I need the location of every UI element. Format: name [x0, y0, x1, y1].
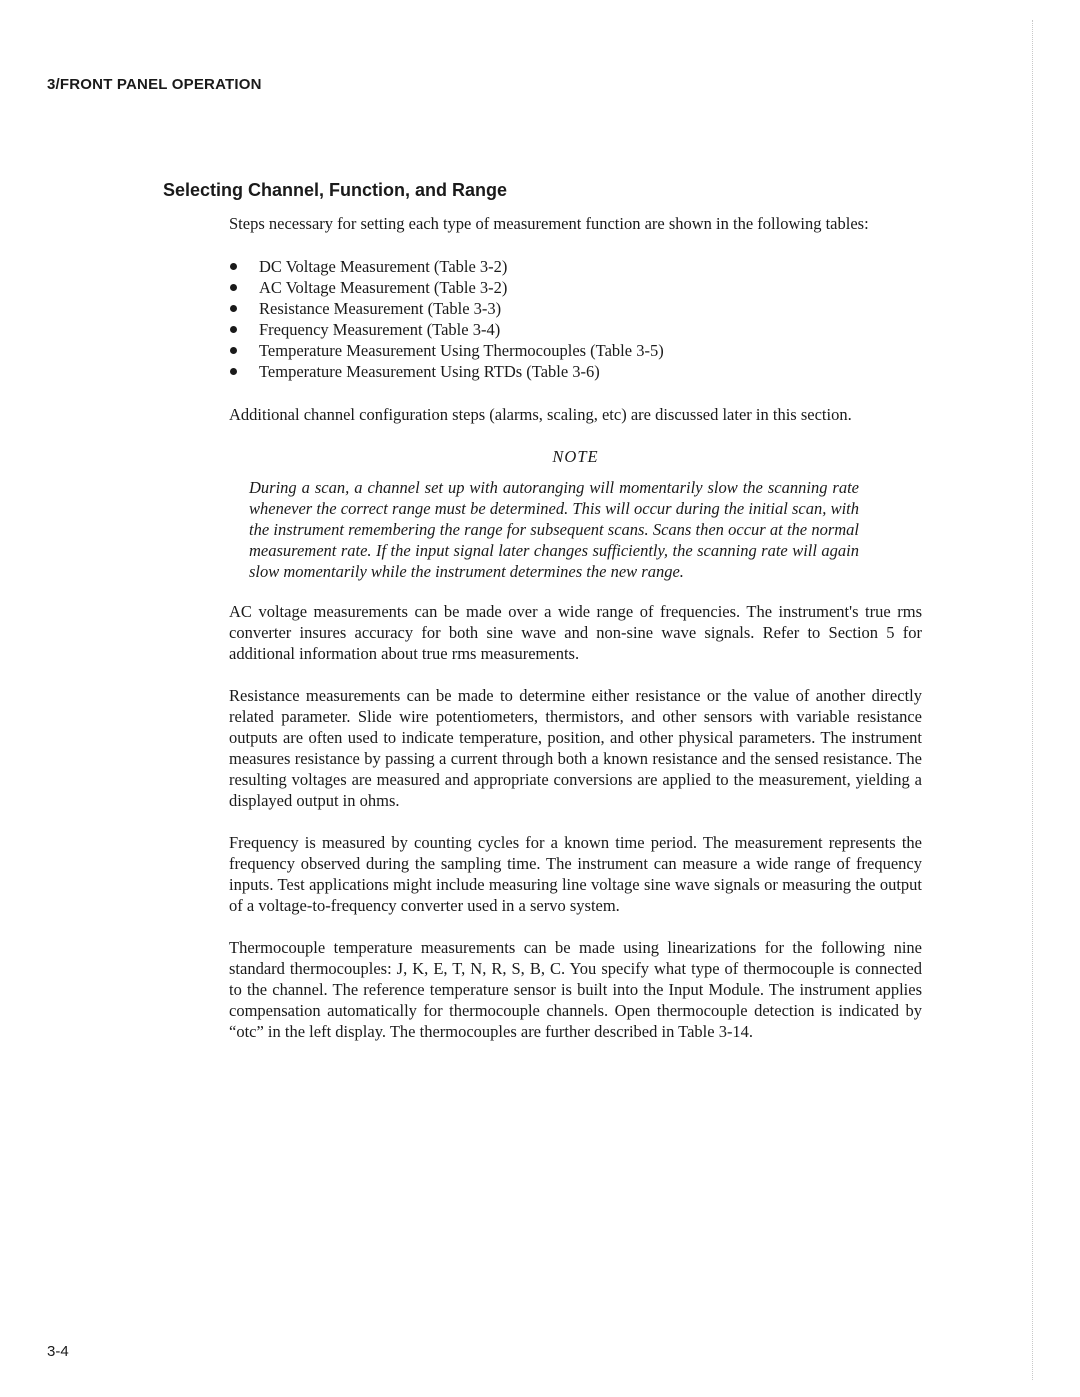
page-number: 3-4 [47, 1343, 69, 1360]
list-item: DC Voltage Measurement (Table 3-2) [229, 256, 922, 277]
bullet-icon [230, 305, 237, 312]
note-title: NOTE [552, 447, 599, 466]
frequency-paragraph: Frequency is measured by counting cycles for a known time period. The measurement represents the frequency observed during the sampling time. The instrument can measure a wide range of frequency inputs. Test applications might include measuring line voltage sine wave signals or measuring the output of a voltage-to-frequency converter used in a servo system. [229, 833, 922, 915]
bullet-icon [230, 284, 237, 291]
bullet-icon [230, 263, 237, 270]
list-item: Resistance Measurement (Table 3-3) [229, 298, 922, 319]
note-body: During a scan, a channel set up with autoranging will momentarily slow the scanning rate whenever the correct range must be determined. This will occur during the initial scan, with the instrument remembering the range for subsequent scans. Scans then occur at the normal measurement rate. If the input signal later changes sufficiently, the scanning rate will again slow momentarily while the instrument determines the new range. [249, 478, 859, 581]
thermocouple-paragraph: Thermocouple temperature measurements can be made using linearizations for the following nine standard thermocouples: J, K, E, T, N, R, S, B, C. You specify what type of thermocouple is connected to the channel. The reference temperature sensor is built into the Input Module. The instrument applies compensation automatically for thermocouple channels. Open thermocouple detection is indicated by “otc” in the left display. The thermocouples are further described in Table 3-14. [229, 938, 922, 1041]
additional-paragraph: Additional channel configuration steps (alarms, scaling, etc) are discussed later in this section. [229, 405, 852, 424]
bullet-icon [230, 326, 237, 333]
bullet-icon [230, 347, 237, 354]
list-item: Temperature Measurement Using RTDs (Table 3-6) [229, 361, 922, 382]
list-item: Temperature Measurement Using Thermocouples (Table 3-5) [229, 340, 922, 361]
bullet-icon [230, 368, 237, 375]
ac-voltage-paragraph: AC voltage measurements can be made over a wide range of frequencies. The instrument's true rms converter insures accuracy for both sine wave and non-sine wave signals. Refer to Section 5 for additional information about true rms measurements. [229, 602, 922, 663]
list-item: AC Voltage Measurement (Table 3-2) [229, 277, 922, 298]
body-content [229, 213, 922, 1063]
resistance-paragraph: Resistance measurements can be made to determine either resistance or the value of another directly related parameter. Slide wire potentiometers, thermistors, and other sensors with variable resistance outputs are often used to indicate temperature, position, and other physical parameters. The instrument measures resistance by passing a current through both a known resistance and the sensed resistance. The resulting voltages are measured and appropriate conversions are applied to the measurement, yielding a displayed output in ohms. [229, 686, 922, 810]
list-item: Frequency Measurement (Table 3-4) [229, 319, 922, 340]
section-header: 3/FRONT PANEL OPERATION [47, 76, 262, 93]
section-heading: Selecting Channel, Function, and Range [163, 180, 508, 200]
scan-margin-line [1032, 20, 1033, 1380]
intro-paragraph: Steps necessary for setting each type of measurement function are shown in the following tables: [229, 214, 869, 233]
table-reference-list [229, 256, 922, 382]
